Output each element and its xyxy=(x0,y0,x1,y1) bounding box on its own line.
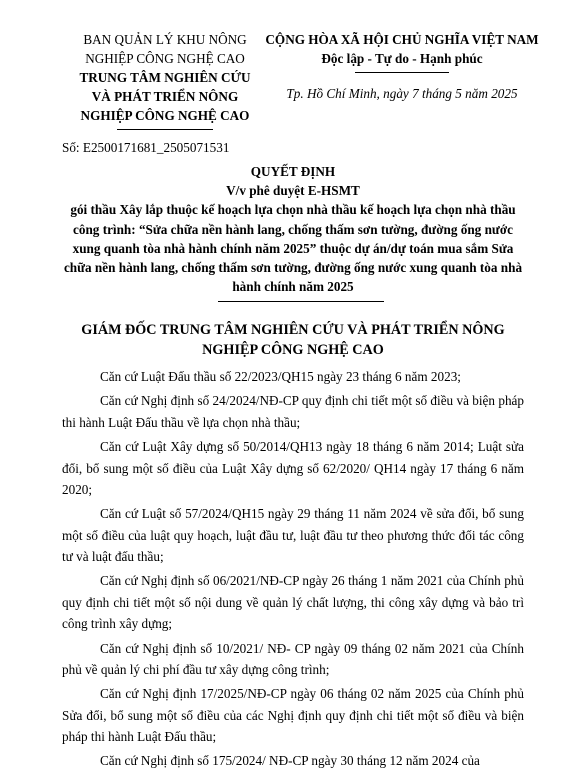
title-underline xyxy=(218,301,384,302)
document-number: Số: E2500171681_2505071531 xyxy=(62,140,230,155)
national-motto: Độc lập - Tự do - Hạnh phúc xyxy=(321,51,483,66)
unit-name-line-2: VÀ PHÁT TRIỂN NÔNG xyxy=(91,89,239,104)
national-header-block xyxy=(252,30,552,73)
legal-basis-paragraph: Căn cứ Luật Đấu thầu số 22/2023/QH15 ngày 23 tháng 6 năm 2023; xyxy=(100,369,461,384)
director-heading: GIÁM ĐỐC TRUNG TÂM NGHIÊN CỨU VÀ PHÁT TRIỂN NÔNG NGHIỆP CÔNG NGHỆ CAO xyxy=(81,322,505,358)
agency-underline xyxy=(117,129,213,130)
motto-underline xyxy=(355,72,449,73)
legal-basis-paragraph: Căn cứ Nghị định số 06/2021/NĐ-CP ngày 26 tháng 1 năm 2021 của Chính phủ quy định chi tiết một số nội dung về quản lý chất lượng, thi công xây dựng và bảo trì công trình xây dựng; xyxy=(62,573,524,632)
decision-description: gói thầu Xây lắp thuộc kế hoạch lựa chọn nhà thầu kế hoạch lựa chọn nhà thầu công trình: “Sửa chữa nền hành lang, chống thấm sơn tường, đường ống nước xung quanh tòa nhà hành chính năm 2025” thuộc dự án/dự toán mua sắm Sửa chữa nền hành lang, chống thấm sơn tường, đường ống nước xung quanh tòa nhà hành chính năm 2025 xyxy=(63,202,523,295)
issuing-agency-block xyxy=(60,30,270,130)
document-date: Tp. Hồ Chí Minh, ngày 7 tháng 5 năm 2025 xyxy=(286,86,518,101)
decision-title-block xyxy=(62,162,524,296)
decision-heading: QUYẾT ĐỊNH xyxy=(250,164,336,179)
legal-basis-paragraph: Căn cứ Luật số 57/2024/QH15 ngày 29 tháng 11 năm 2024 về sửa đổi, bổ sung một số điều của luật quy hoạch, luật đầu tư, luật đầu tư theo phương thức đối tác công tư và luật đấu thầu; xyxy=(62,506,524,564)
decision-subject: V/v phê duyệt E-HSMT xyxy=(226,183,360,199)
legal-basis-paragraph: Căn cứ Nghị định số 24/2024/NĐ-CP quy định chi tiết một số điều và biện pháp thi hành Luật Đấu thầu về lựa chọn nhà thầu; xyxy=(62,393,524,430)
legal-basis-list xyxy=(62,366,524,775)
unit-name-line-3: NGHIỆP CÔNG NGHỆ CAO xyxy=(80,108,250,123)
parent-org-line-1: BAN QUẢN LÝ KHU NÔNG xyxy=(83,32,247,47)
legal-basis-paragraph: Căn cứ Luật Xây dựng số 50/2014/QH13 ngày 18 tháng 6 năm 2014; Luật sửa đổi, bổ sung một số điều của Luật Xây dựng số 62/2020/ QH14 ngày 17 tháng 6 năm 2020; xyxy=(62,439,524,497)
legal-basis-paragraph: Căn cứ Nghị định số 10/2021/ NĐ- CP ngày 09 tháng 02 năm 2021 của Chính phủ về quản lý chi phí đầu tư xây dựng công trình; xyxy=(62,640,524,677)
legal-basis-paragraph: Căn cứ Nghị định số 175/2024/ NĐ-CP ngày 30 tháng 12 năm 2024 của xyxy=(100,753,480,769)
unit-name-line-1: TRUNG TÂM NGHIÊN CỨU xyxy=(79,70,251,85)
legal-basis-paragraph: Căn cứ Nghị định 17/2025/NĐ-CP ngày 06 tháng 02 năm 2025 của Chính phủ Sửa đổi, bổ sung một số điều của các Nghị định quy định chi tiết một số điều và biện pháp thi hành Luật Đấu thầu; xyxy=(62,686,524,744)
parent-org-line-2: NGHIỆP CÔNG NGHỆ CAO xyxy=(85,51,245,66)
country-name: CỘNG HÒA XÃ HỘI CHỦ NGHĨA VIỆT NAM xyxy=(265,32,539,47)
